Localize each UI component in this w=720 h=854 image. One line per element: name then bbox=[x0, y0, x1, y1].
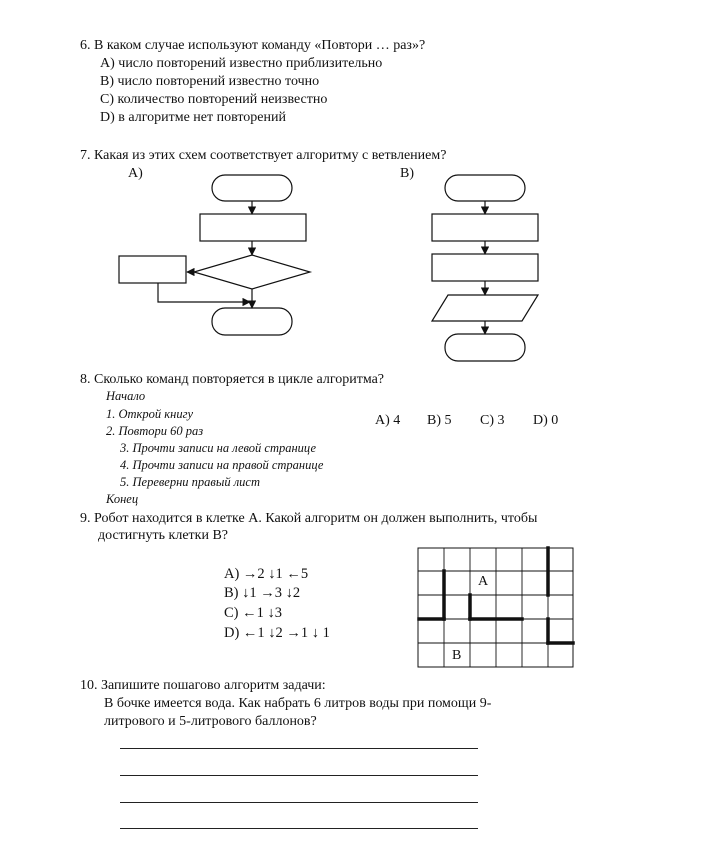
q6-option-b: B) число повторений известно точно bbox=[100, 74, 320, 89]
q8-line-1: 1. Открой книгу bbox=[106, 407, 193, 421]
q6-option-c: C) количество повторений неизвестно bbox=[100, 92, 328, 107]
q10-text-line2: литрового и 5-литрового баллонов? bbox=[104, 714, 317, 729]
flowchart-b bbox=[432, 175, 538, 361]
q10-question: 10. Запишите пошагово алгоритм задачи: bbox=[80, 678, 326, 693]
q9-question-line1: 9. Робот находится в клетке A. Какой алгоритм он должен выполнить, чтобы bbox=[80, 511, 538, 526]
q8-line-2: 2. Повтори 60 раз bbox=[106, 424, 204, 438]
flowchart-a-merge-line bbox=[158, 283, 250, 302]
q9-option-c: C) ←1 ↓3 bbox=[224, 605, 282, 621]
flowchart-b-io-block bbox=[432, 295, 538, 321]
q9-option-d: D) ←1 ↓2 →1 ↓ 1 bbox=[224, 625, 330, 641]
q9-option-b: B) ↓1 →3 ↓2 bbox=[224, 585, 301, 601]
q6-option-a: A) число повторений известно приблизительно bbox=[100, 56, 383, 71]
flowchart-a-end-terminator bbox=[212, 308, 292, 335]
grid-cell-b-label: B bbox=[452, 648, 462, 663]
grid-cell-a-label: A bbox=[478, 574, 489, 589]
robot-grid bbox=[418, 548, 573, 667]
flowchart-b-process-block-2 bbox=[432, 254, 538, 281]
flowchart-b-process-block-1 bbox=[432, 214, 538, 241]
flowchart-b-end-terminator bbox=[445, 334, 525, 361]
answer-line-3[interactable] bbox=[120, 802, 478, 803]
q8-line-start: Начало bbox=[106, 389, 146, 403]
q8-answer-a: A) 4 bbox=[375, 413, 401, 428]
q8-line-3: 3. Прочти записи на левой странице bbox=[120, 441, 317, 455]
q8-line-4: 4. Прочти записи на правой странице bbox=[120, 458, 324, 472]
answer-line-2[interactable] bbox=[120, 775, 478, 776]
q8-line-end: Конец bbox=[106, 492, 139, 506]
flowchart-a bbox=[119, 175, 310, 335]
flowchart-a-start-terminator bbox=[212, 175, 292, 201]
q7-question: 7. Какая из этих схем соответствует алгоритму с ветвлением? bbox=[80, 148, 447, 163]
flowchart-b-start-terminator bbox=[445, 175, 525, 201]
q8-answer-b: B) 5 bbox=[427, 413, 452, 428]
flowchart-a-process-block bbox=[200, 214, 306, 241]
q10-text-line1: В бочке имеется вода. Как набрать 6 литров воды при помощи 9- bbox=[104, 696, 492, 711]
q7-label-b: B) bbox=[400, 166, 414, 181]
q8-line-5: 5. Переверни правый лист bbox=[120, 475, 260, 489]
q6-option-d: D) в алгоритме нет повторений bbox=[100, 110, 286, 125]
flowchart-a-decision bbox=[194, 255, 310, 289]
q8-question: 8. Сколько команд повторяется в цикле алгоритма? bbox=[80, 372, 385, 387]
q8-answer-d: D) 0 bbox=[533, 413, 559, 428]
q9-option-a: A) →2 ↓1 ←5 bbox=[224, 566, 309, 582]
q6-question: 6. В каком случае используют команду «Повтори … раз»? bbox=[80, 38, 426, 53]
q8-answer-c: C) 3 bbox=[480, 413, 505, 428]
answer-line-1[interactable] bbox=[120, 748, 478, 749]
flowchart-a-side-block bbox=[119, 256, 186, 283]
answer-line-4[interactable] bbox=[120, 828, 478, 829]
q9-question-line2: достигнуть клетки B? bbox=[98, 528, 228, 543]
q7-label-a: A) bbox=[128, 166, 143, 181]
